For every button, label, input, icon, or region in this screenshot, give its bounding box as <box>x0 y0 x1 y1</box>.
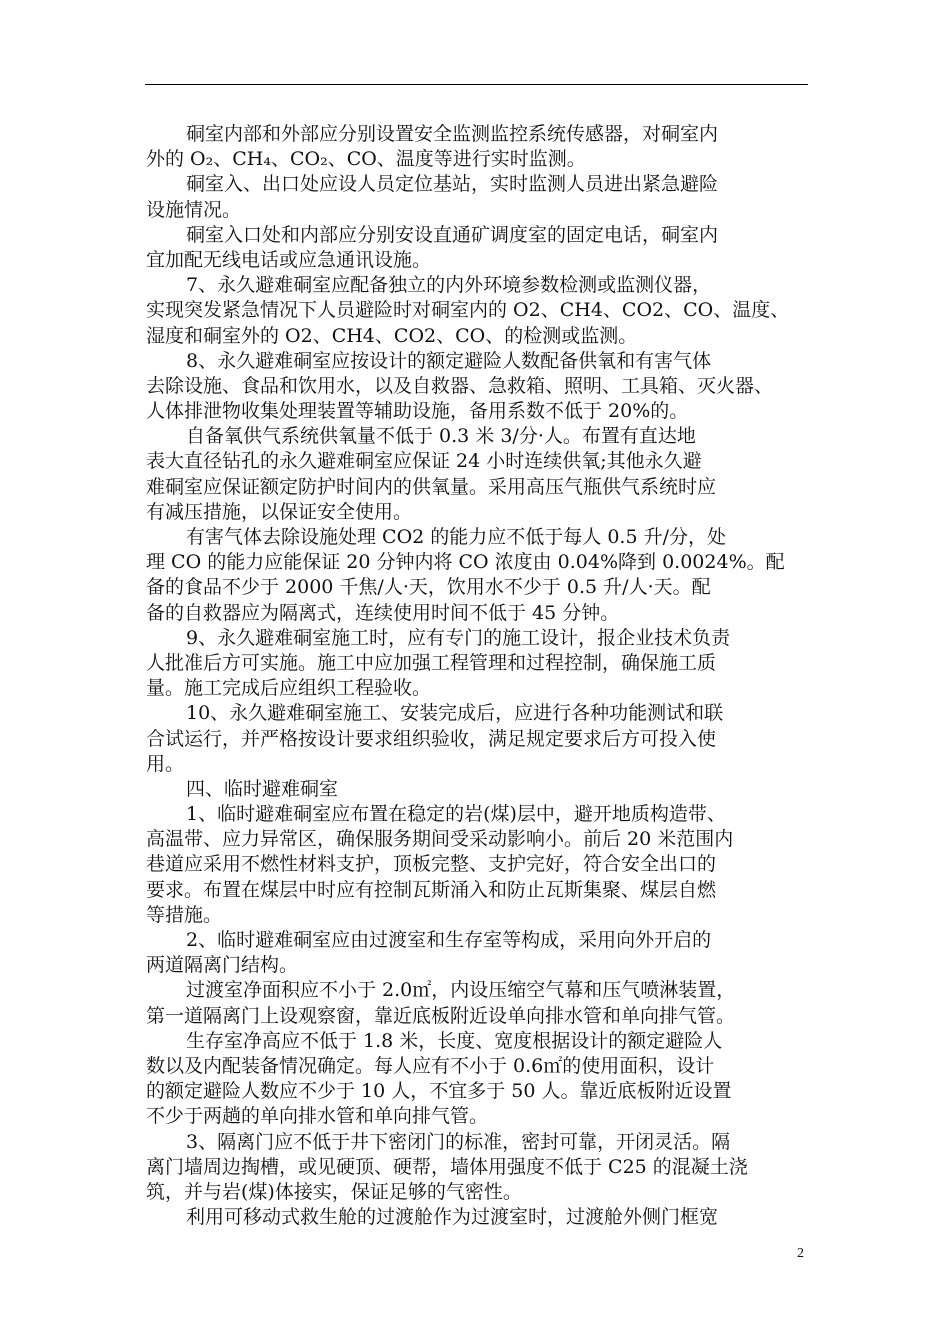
text-line: 2、临时避难硐室应由过渡室和生存室等构成，采用向外开启的 <box>186 929 712 951</box>
text-line: 四、临时避难硐室 <box>186 777 339 800</box>
text-line: 有减压措施，以保证安全使用。 <box>146 500 413 523</box>
text-line: 不少于两趟的单向排水管和单向排气管。 <box>146 1105 489 1128</box>
header-rule <box>145 84 808 85</box>
text-line: 备的食品不少于 2000 千焦/人·天，饮用水不少于 0.5 升/人·天。配 <box>146 576 711 599</box>
text-line: 外的 O₂、CH₄、CO₂、CO、温度等进行实时监测。 <box>146 148 586 171</box>
page-number: 2 <box>797 1246 804 1261</box>
text-line: 第一道隔离门上设观察窗，靠近底板附近设单向排水管和单向排气管。 <box>146 1004 736 1027</box>
text-line: 有害气体去除设施处理 CO2 的能力应不低于每人 0.5 升/分，处 <box>186 526 726 548</box>
text-line: 合试运行，并严格按设计要求组织验收，满足规定要求后方可投入使 <box>146 727 717 750</box>
text-line: 巷道应采用不燃性材料支护，顶板完整、支护完好，符合安全出口的 <box>146 853 717 876</box>
text-line: 要求。布置在煤层中时应有控制瓦斯涌入和防止瓦斯集聚、煤层自燃 <box>146 878 717 901</box>
text-line: 10、永久避难硐室施工、安装完成后，应进行各种功能测试和联 <box>186 702 724 725</box>
text-line: 7、永久避难硐室应配备独立的内外环境参数检测或监测仪器， <box>186 274 712 297</box>
text-line: 表大直径钻孔的永久避难硐室应保证 24 小时连续供氧;其他永久避 <box>146 450 702 473</box>
text-line: 去除设施、食品和饮用水，以及自救器、急救箱、照明、工具箱、灭火器、 <box>146 374 774 397</box>
text-line: 离门墙周边掏槽，或见硬顶、硬帮，墙体用强度不低于 C25 的混凝土浇 <box>146 1155 748 1178</box>
text-line: 湿度和硐室外的 O2、CH4、CO2、CO、的检测或监测。 <box>146 324 638 347</box>
text-line: 的额定避险人数应不少于 10 人，不宜多于 50 人。靠近底板附近设置 <box>146 1080 732 1103</box>
text-line: 过渡室净面积应不小于 2.0㎡，内设压缩空气幕和压气喷淋装置， <box>186 979 736 1002</box>
text-line: 9、永久避难硐室施工时，应有专门的施工设计，报企业技术负责 <box>186 626 731 649</box>
text-line: 两道隔离门结构。 <box>146 954 299 977</box>
text-line: 筑，并与岩(煤)体接实，保证足够的气密性。 <box>146 1180 522 1203</box>
text-line: 硐室入、出口处应设人员定位基站，实时监测人员进出紧急避险 <box>186 173 719 196</box>
text-line: 难硐室应保证额定防护时间内的供氧量。采用高压气瓶供气系统时应 <box>146 475 717 498</box>
text-line: 实现突发紧急情况下人员避险时对硐室内的 O2、CH4、CO2、CO、温度、 <box>146 299 790 322</box>
text-line: 人批准后方可实施。施工中应加强工程管理和过程控制，确保施工质 <box>146 651 717 674</box>
text-line: 8、永久避难硐室应按设计的额定避险人数配备供氧和有害气体 <box>186 349 712 372</box>
text-line: 高温带、应力异常区，确保服务期间受采动影响小。前后 20 米范围内 <box>146 828 734 851</box>
text-line: 人体排泄物收集处理装置等辅助设施，备用系数不低于 20%的。 <box>146 400 689 423</box>
text-line: 利用可移动式救生舱的过渡舱作为过渡室时，过渡舱外侧门框宽 <box>186 1206 719 1229</box>
text-line: 量。施工完成后应组织工程验收。 <box>146 677 432 700</box>
text-line: 理 CO 的能力应能保证 20 分钟内将 CO 浓度由 0.04%降到 0.0024%。配 <box>146 551 785 574</box>
text-line: 数以及内配装备情况确定。每人应有不小于 0.6㎡的使用面积，设计 <box>146 1054 715 1077</box>
text-line: 自备氧供气系统供氧量不低于 0.3 米 3/分·人。布置有直达地 <box>186 425 696 448</box>
text-line: 1、临时避难硐室应布置在稳定的岩(煤)层中，避开地质构造带、 <box>186 803 726 826</box>
document-body <box>146 122 810 1230</box>
text-line: 硐室入口处和内部应分别安设直通矿调度室的固定电话，硐室内 <box>186 223 719 246</box>
text-line: 备的自救器应为隔离式，连续使用时间不低于 45 分钟。 <box>146 601 620 624</box>
text-line: 3、隔离门应不低于井下密闭门的标准，密封可靠，开闭灵活。隔 <box>186 1130 731 1153</box>
text-line: 生存室净高应不低于 1.8 米，长度、宽度根据设计的额定避险人 <box>186 1029 723 1052</box>
text-line: 用。 <box>146 752 185 775</box>
text-line: 设施情况。 <box>146 198 242 221</box>
text-line: 宜加配无线电话或应急通讯设施。 <box>146 248 432 271</box>
text-line: 硐室内部和外部应分别设置安全监测监控系统传感器，对硐室内 <box>186 123 719 145</box>
text-line: 等措施。 <box>146 903 223 926</box>
